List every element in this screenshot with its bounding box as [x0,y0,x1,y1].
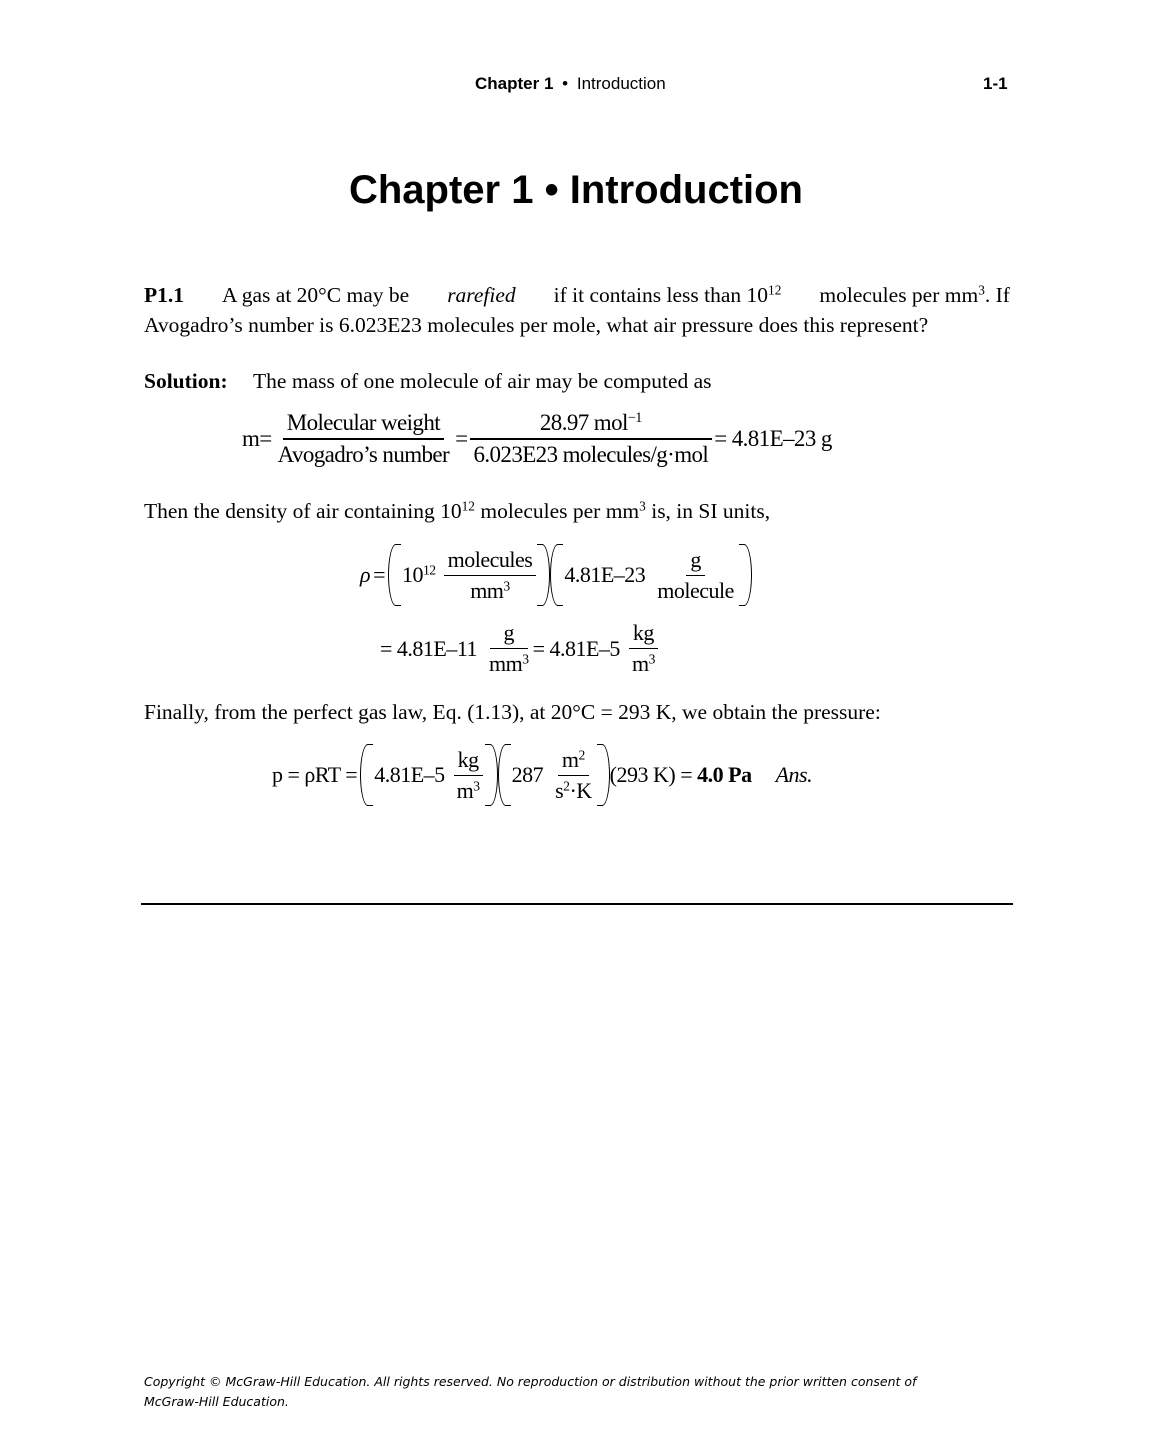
problem-label: P1.1 [144,283,185,307]
problem-statement [144,280,1010,340]
paren-group [498,744,610,806]
header-chapter-label: Chapter 1 [475,74,554,93]
equation-pressure [272,744,812,806]
solution-intro [144,366,712,396]
density-text: molecules per mm [480,499,640,523]
problem-text: . If [984,283,1010,307]
answer-label: Ans. [775,762,813,787]
eq-sign: = [455,426,468,451]
fraction-denominator: mm [489,651,523,676]
header-section: Introduction [576,74,666,93]
fraction-molar-mass [469,410,712,468]
exponent: 12 [422,562,436,578]
exponent: 12 [768,282,782,298]
problem-text: molecules per mm [819,283,979,307]
coefficient: 10 [401,562,423,587]
density-intro [144,496,770,526]
exponent: 2 [563,778,570,793]
eq-symbol-rho: ρ [360,562,371,587]
eq-result: = 4.81E–23 g [714,426,832,451]
fraction-denominator: 6.023E23 molecules/g·mol [473,442,709,467]
coefficient: 4.81E–5 [374,762,445,787]
fraction-denominator: mm [470,577,504,603]
eq-value: = 4.81E–5 [532,635,620,661]
density-text: is, in SI units, [651,499,771,523]
copyright-line-2: McGraw-Hill Education. [144,1394,289,1409]
density-text: Then the density of air containing 10 [144,499,462,523]
exponent: 12 [461,498,475,514]
problem-line-2: Avogadro’s number is 6.023E23 molecules per mole, what air pressure does this represent? [144,313,929,337]
eq-tail: (293 K) = [609,762,693,787]
fraction-g-per-mm3 [485,620,533,677]
equation-molecule-mass [242,410,832,468]
eq-symbol: m [242,426,260,451]
header-page-number: 1-1 [983,74,1008,93]
exponent: 3 [978,282,985,298]
header-bullet: • [562,74,569,93]
solution-text: The mass of one molecule of air may be computed as [253,369,712,393]
copyright-footer [144,1372,1024,1412]
fraction-numerator: molecules [444,547,537,576]
exponent: 3 [648,651,655,667]
fraction-numerator: kg [629,620,658,649]
problem-text: if it contains less than 10 [553,283,769,307]
page-title: Chapter 1 • Introduction [348,168,803,212]
fraction-denominator: s [555,777,564,803]
fraction-molecules-per-volume [444,547,537,604]
exponent: 3 [473,778,480,793]
paren-group [388,544,550,606]
paren-group [360,744,497,806]
equation-density [360,544,752,606]
exponent: −1 [627,410,642,427]
exponent: 3 [639,498,646,514]
fraction-kg-per-m3 [453,747,484,804]
equation-density-result [380,620,659,677]
copyright-line-1: Copyright © McGraw-Hill Education. All rights reserved. No reproduction or distribution without the prior written consent of [144,1374,917,1389]
fraction-denominator: molecule [657,577,734,603]
fraction-denominator: m [456,777,474,803]
eq-lhs: p = ρRT = [272,762,358,787]
fraction-denominator: Avogadro’s number [277,442,450,467]
fraction-numerator: 28.97 mol [539,410,628,435]
fraction-gas-constant-units [551,747,596,804]
eq-sign: = [259,426,272,451]
paren-group [550,544,752,606]
fraction-numerator: Molecular weight [283,410,444,440]
fraction-numerator: g [490,620,529,649]
problem-text: A gas at 20°C may be [222,283,410,307]
fraction-numerator: kg [454,747,483,776]
eq-value: = 4.81E–11 [380,635,478,661]
answer-value: 4.0 Pa [697,762,752,787]
running-header [0,74,1152,96]
fraction-mass-per-molecule [653,547,738,604]
fraction-numerator: m [561,746,579,772]
fraction-denominator: m [631,651,649,676]
eq-sign: = [373,562,385,587]
fraction-numerator: g [686,547,705,576]
solution-label: Solution: [144,369,228,393]
final-intro: Finally, from the perfect gas law, Eq. (1.13), at 20°C = 293 K, we obtain the pressure: [144,700,881,724]
coefficient: 4.81E–23 [564,562,646,587]
exponent: 2 [578,747,585,762]
fraction-denominator: ·K [569,777,592,803]
fraction-kg-per-m3 [628,620,659,677]
exponent: 3 [503,578,510,593]
coefficient: 287 [511,762,544,787]
problem-emphasis: rarefied [447,283,516,307]
section-divider [141,903,1013,905]
fraction-molecular-weight [274,410,453,468]
exponent: 3 [522,651,529,667]
